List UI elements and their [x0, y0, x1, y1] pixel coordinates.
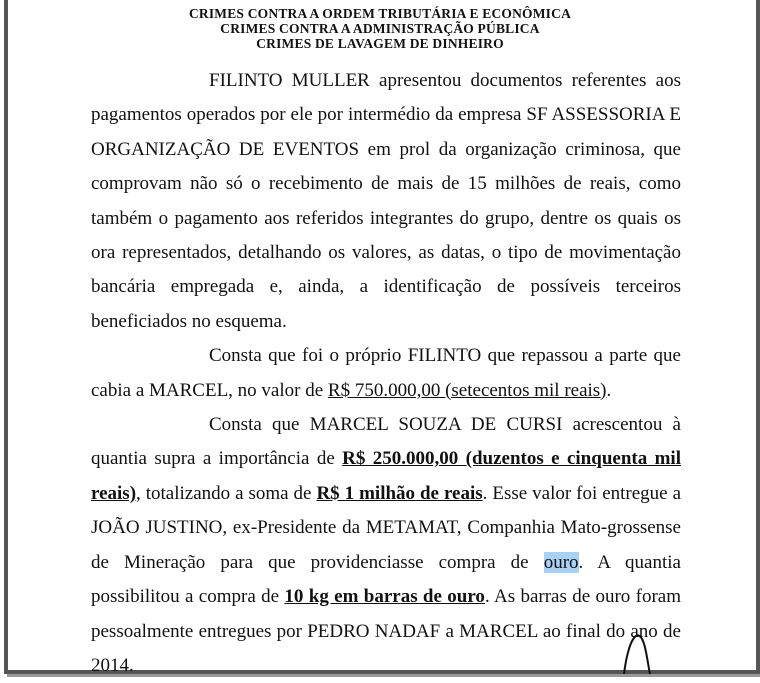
highlighted-word[interactable]: ouro	[543, 551, 579, 573]
document-header	[0, 6, 760, 51]
signature-mark-icon	[618, 628, 658, 676]
paragraph-3-text-e: . As barras de ouro foram pessoalmente entregues por PEDRO NADAF a MARCEL ao final do ano de 2014.	[91, 586, 682, 676]
paragraph-1-text: FILINTO MULLER apresentou documentos referentes aos pagamentos operados por ele por intermédio da empresa SF ASSESSORIA E ORGANIZAÇÃO DE EVENTOS em prol da organização criminosa, que comprovam não só o recebimento de mais de 15 milhões de reais, como também o pagamento aos referidos integrantes do grupo, dentre os quais os ora representados, detalhando os valores, as datas, o tipo de movimentação bancária empregada e, ainda, a identificação de possíveis terceiros beneficiados no esquema.	[91, 70, 681, 332]
amount-250k: R$ 250.000,00 (duzentos e cinquenta mil reais)	[91, 448, 681, 504]
paragraph-2-end: .	[606, 379, 612, 401]
gold-bars-amount: 10 kg em barras de ouro	[284, 586, 485, 608]
amount-750k: R$ 750.000,00 (setecentos mil reais)	[327, 379, 607, 401]
paragraph-2	[91, 339, 681, 408]
paragraph-3	[91, 408, 681, 683]
paragraph-3-text-b: , totalizando a soma de	[136, 482, 317, 504]
paragraph-3-text-c: . Esse valor foi entregue a JOÃO JUSTINO, ex-Presidente da METAMAT, Companhia Mato-grossense de Mineração para que providenciasse compra de	[91, 482, 681, 573]
paragraph-3-text-a: Consta que MARCEL SOUZA DE CURSI acrescentou à quantia supra a importância de	[91, 414, 681, 470]
paragraph-1	[91, 64, 681, 339]
header-line-3: CRIMES DE LAVAGEM DE DINHEIRO	[256, 36, 504, 51]
header-line-2: CRIMES CONTRA A ADMINISTRAÇÃO PÚBLICA	[220, 21, 540, 36]
amount-1-million: R$ 1 milhão de reais	[316, 482, 483, 504]
paragraph-2-text: Consta que foi o próprio FILINTO que repassou a parte que cabia a MARCEL, no valor de	[91, 345, 681, 401]
document-body	[91, 64, 681, 683]
header-line-1: CRIMES CONTRA A ORDEM TRIBUTÁRIA E ECONÔMICA	[188, 6, 572, 21]
paragraph-3-text-d: . A quantia possibilitou a compra de	[91, 551, 681, 608]
